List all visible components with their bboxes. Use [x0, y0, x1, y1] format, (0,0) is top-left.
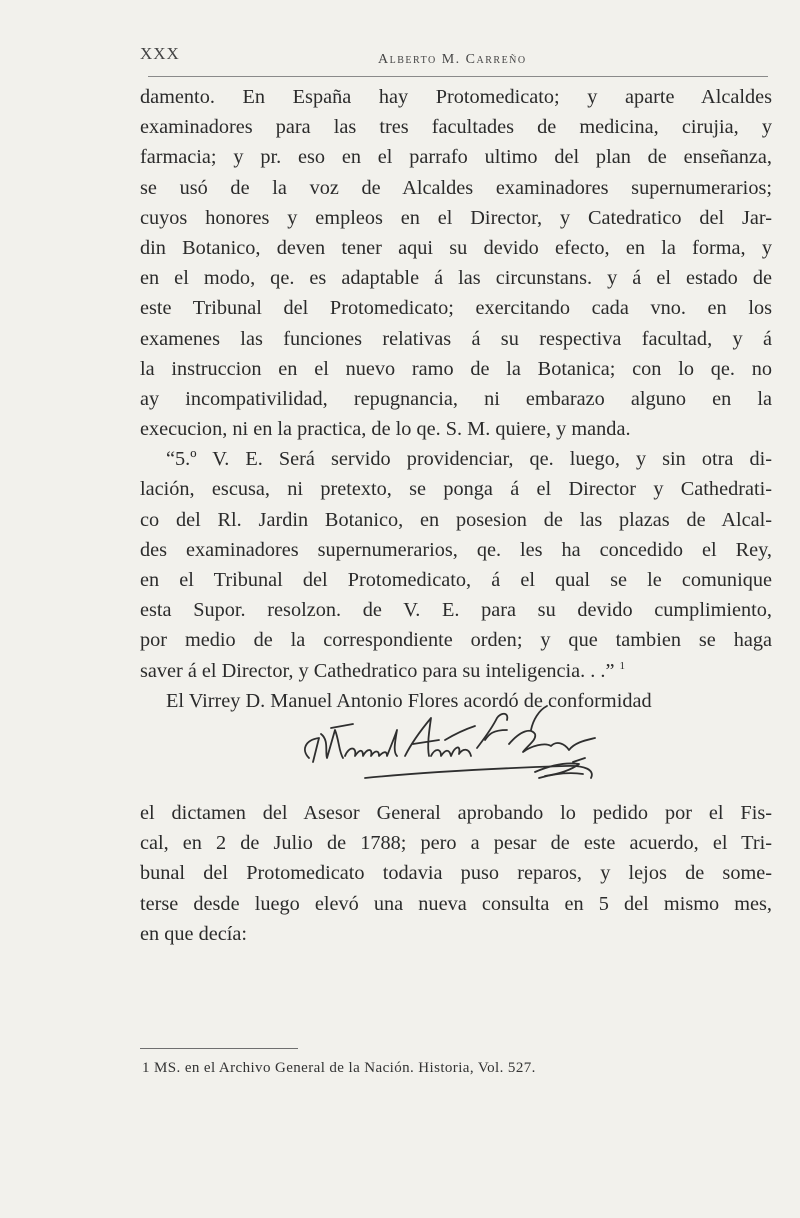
text-line: co del Rl. Jardin Botanico, en posesion de las plazas de Alcal- [140, 508, 772, 531]
footnote: 1 MS. en el Archivo General de la Nación. Historia, Vol. 527. [142, 1060, 536, 1076]
text-line: des examinadores supernumerarios, qe. les ha concedido el Rey, [140, 538, 772, 561]
text-line: cal, en 2 de Julio de 1788; pero a pesar de este acuerdo, el Tri- [140, 832, 772, 855]
main-text-block [140, 82, 772, 716]
text-line: “5.º V. E. Será servido providenciar, qe. luego, y sin otra di- [166, 448, 772, 471]
signature [295, 700, 635, 792]
text-line: examenes las funciones relativas á su respectiva facultad, y á [140, 327, 772, 350]
signature-flourish-icon [295, 700, 635, 792]
text-line: en el Tribunal del Protomedicato, á el qual se le comunique [140, 569, 772, 591]
text-line: se usó de la voz de Alcaldes examinadores supernumerarios; [140, 176, 772, 199]
text-line: la instruccion en el nuevo ramo de la Botanica; con lo qe. no [140, 357, 772, 380]
text-line: El Virrey D. Manuel Antonio Flores acordó de conformidad [166, 689, 652, 712]
text-line: damento. En España hay Protomedicato; y aparte Alcaldes [140, 86, 772, 108]
footnote-marker: 1 [619, 659, 626, 672]
continuation-text-block [140, 798, 772, 949]
quote-end-line [140, 656, 772, 686]
text-line: lación, escusa, ni pretexto, se ponga á el Director y Cathedrati- [140, 478, 772, 501]
text-line: ay incompativilidad, repugnancia, ni embarazo alguno en la [140, 387, 772, 410]
text-line: en el modo, qe. es adaptable á las circunstans. y á el estado de [140, 267, 772, 290]
text-line: por medio de la correspondiente orden; y que tambien se haga [140, 629, 772, 652]
page-number: XXX [140, 44, 180, 63]
text-line: execucion, ni en la practica, de lo qe. S. M. quiere, y manda. [140, 418, 631, 441]
text-line: esta Supor. resolzon. de V. E. para su devido cumplimiento, [140, 599, 772, 622]
running-title: Alberto M. Carreño [378, 52, 527, 67]
text-line: cuyos honores y empleos en el Director, y Catedratico del Jar- [140, 206, 772, 229]
text-line: din Botanico, deven tener aqui su devido efecto, en la forma, y [140, 236, 772, 259]
text-line: este Tribunal del Protomedicato; exercitando cada vno. en los [140, 297, 772, 320]
footnote-rule [140, 1048, 298, 1049]
text-line: farmacia; y pr. eso en el parrafo ultimo del plan de enseñanza, [140, 146, 772, 169]
text-line: en que decía: [140, 922, 247, 945]
header-rule [148, 76, 768, 77]
text-line: terse desde luego elevó una nueva consulta en 5 del mismo mes, [140, 892, 772, 915]
text-line: saver á el Director, y Cathedratico para su inteligencia. . .” [140, 659, 615, 682]
text-line: el dictamen del Asesor General aprobando lo pedido por el Fis- [140, 802, 772, 824]
text-line: bunal del Protomedicato todavia puso reparos, y lejos de some- [140, 862, 772, 885]
text-line: examinadores para las tres facultades de medicina, cirujia, y [140, 116, 772, 139]
